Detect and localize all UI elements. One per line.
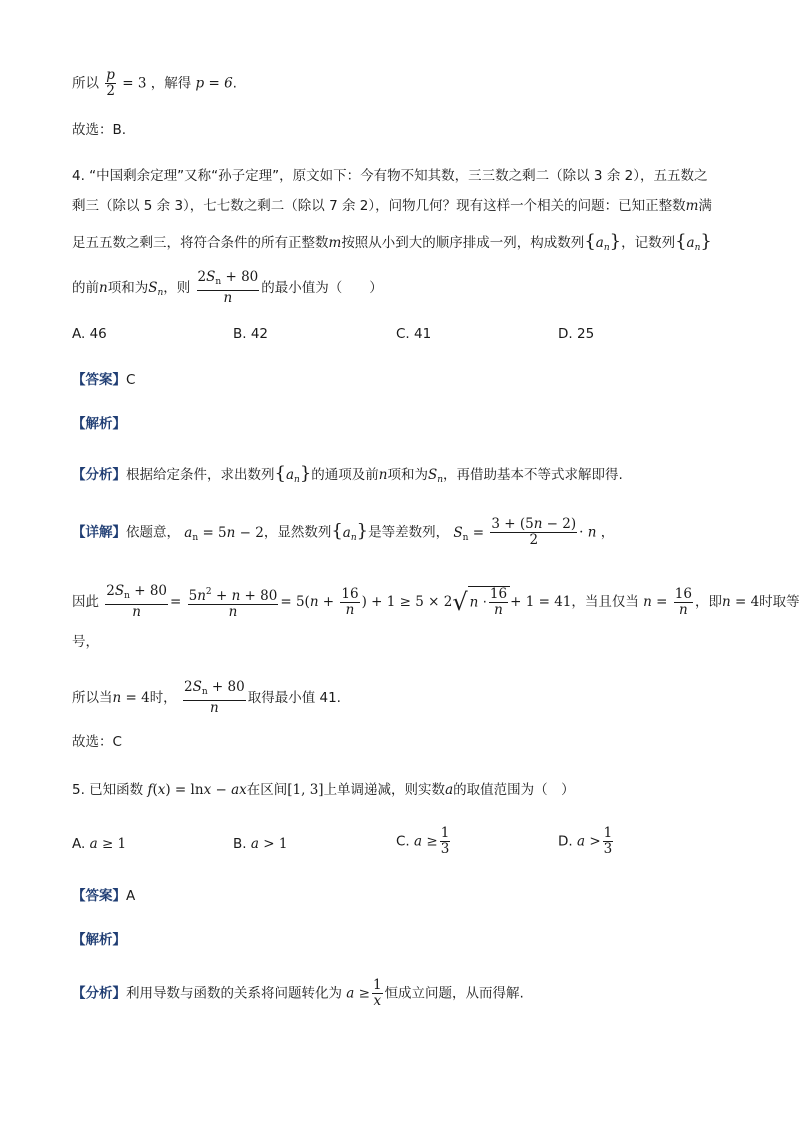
line-result-p: 所以 $\frac{p}{2}$ = 3 ，解得 p = 6. [72, 67, 237, 99]
q4-option-a: A. 46 [72, 326, 107, 342]
q4-derivation: 因此 $\frac{2S_n + 80}{n}$ = $\frac{5n^2 + n + 80}{n}$ = 5(n + $\frac{16}{n}$ ) + 1 ≥ 5 × 2√ n · $\frac{16}{n}$ + 1 = 41，当且仅当 n = $\frac{16}{n}$ ，即n = 4时取等 [72, 583, 800, 620]
choice-line: 故选：B. [72, 122, 127, 138]
q5-option-b: B. a > 1 [233, 836, 288, 852]
q4-conclusion: 所以当n = 4时， $\frac{2S_n + 80}{n}$ 取得最小值 41. [72, 679, 341, 716]
q4-line2: 剩三（除以 5 余 3），七七数之剩二（除以 7 余 2），问物几何？现有这样一个相关的问题：已知正整数m满 [72, 198, 712, 214]
q5-option-d: D. a > $\frac{1}{3}$ [558, 825, 613, 857]
q4-line4: 的前n项和为$S_n$，则 $\frac{2S_n + 80}{n}$ 的最小值为（ ） [72, 269, 383, 306]
q4-derivation-cont: 号， [72, 634, 99, 650]
q4-option-c: C. 41 [396, 326, 432, 342]
q5-option-c: C. a ≥ $\frac{1}{3}$ [396, 825, 450, 857]
q4-line1: 4. “中国剩余定理”又称“孙子定理”，原文如下：今有物不知其数，三三数之剩二（除以 3 余 2），五五数之 [72, 168, 708, 184]
q4-answer: 【答案】C [72, 372, 136, 388]
fraction-sn-formula: $\frac{3 + (5n - 2)}{2}$ [491, 516, 577, 548]
sqrt-expression: √ n · $\frac{16}{n}$ [452, 586, 510, 618]
q4-option-d: D. 25 [558, 326, 595, 342]
fraction-2sn-80-over-n: $\frac{2S_n + 80}{n}$ [197, 269, 259, 306]
q5-option-a: A. a ≥ 1 [72, 836, 127, 852]
q5-line1: 5. 已知函数 f(x) = lnx − ax在区间[1, 3]上单调递减，则实数a的取值范围为（ ） [72, 782, 575, 798]
text: 所以 [72, 75, 99, 92]
q4-xiangjie: 【详解】依题意， $a_n = 5n - 2$，显然数列$\{a_n\}$是等差数列， $S_n$ = $\frac{3 + (5n - 2)}{2}$ · n ， [72, 516, 615, 548]
q4-option-b: B. 42 [233, 326, 269, 342]
q4-analysis-heading: 【解析】 [72, 416, 126, 432]
fraction-p-over-2: $\frac{p}{2}$ [106, 67, 115, 99]
q4-line3: 足五五数之剩三，将符合条件的所有正整数m按照从小到大的顺序排成一列，构成数列$\{a_n\}$，记数列$\{a_n\}$ [72, 231, 712, 253]
q4-choice: 故选：C [72, 734, 122, 750]
q4-fenxi: 【分析】根据给定条件，求出数列$\{a_n\}$的通项及前n项和为$S_n$，再借助基本不等式求解即得. [72, 463, 623, 485]
q5-fenxi: 【分析】利用导数与函数的关系将问题转化为 a ≥ $\frac{1}{x}$ 恒成立问题，从而得解. [72, 977, 524, 1009]
q5-analysis-heading: 【解析】 [72, 932, 126, 948]
q5-answer: 【答案】A [72, 888, 136, 904]
